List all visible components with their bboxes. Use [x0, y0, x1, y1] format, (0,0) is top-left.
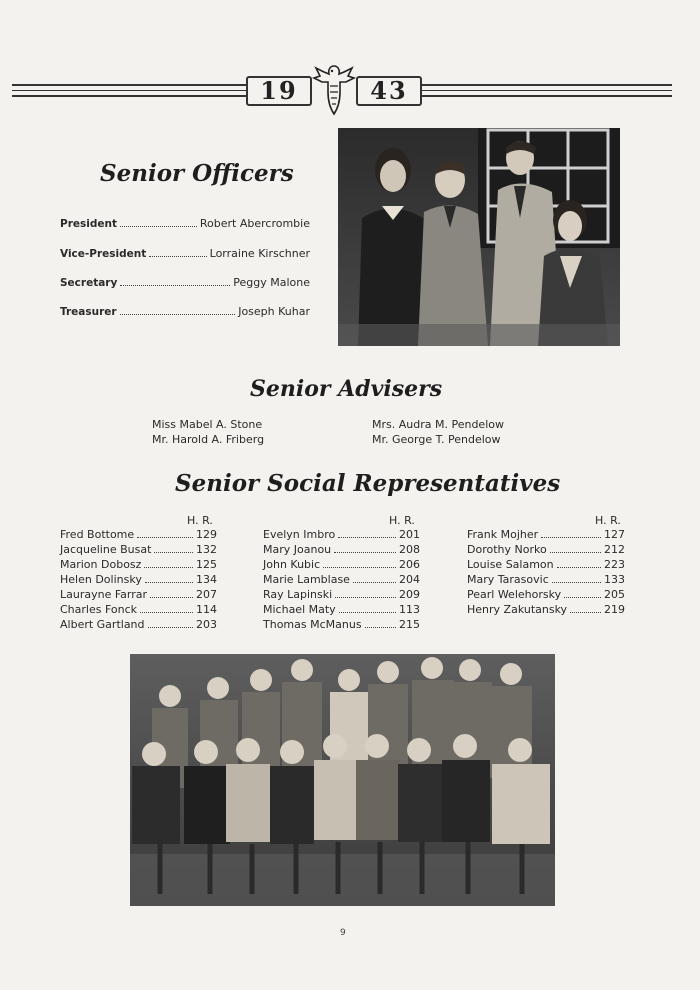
adviser-name: Mrs. Audra M. Pendelow — [372, 418, 504, 431]
rep-row — [467, 588, 625, 603]
year-left: 19 — [246, 76, 312, 106]
rep-row — [263, 528, 420, 543]
rep-row — [467, 528, 625, 543]
rep-hr: 127 — [604, 528, 625, 541]
rep-row — [263, 588, 420, 603]
officer-role: President — [60, 218, 117, 230]
rep-name: Charles Fonck — [60, 603, 138, 616]
officer-role: Treasurer — [60, 306, 117, 318]
rep-hr: 206 — [399, 558, 420, 571]
rep-hr: 203 — [196, 618, 217, 631]
rep-name: Frank Mojher — [467, 528, 539, 541]
page-number: 9 — [340, 928, 346, 938]
rep-row — [263, 618, 420, 633]
rep-hr: 133 — [604, 573, 625, 586]
officer-row — [60, 247, 310, 260]
hr-column-label: H. R. — [187, 514, 213, 527]
rep-hr: 207 — [196, 588, 217, 601]
group-photo — [130, 654, 555, 906]
rep-hr: 205 — [604, 588, 625, 601]
rep-row — [263, 603, 420, 618]
rep-name: Albert Gartland — [60, 618, 145, 631]
rep-row — [60, 543, 217, 558]
reps-column — [60, 528, 217, 633]
rep-name: Thomas McManus — [263, 618, 362, 631]
rep-row — [467, 603, 625, 618]
rep-row — [60, 588, 217, 603]
year-right: 43 — [356, 76, 422, 106]
rep-hr: 134 — [196, 573, 217, 586]
rep-name: Ray Lapinski — [263, 588, 333, 601]
rep-hr: 215 — [399, 618, 420, 631]
officers-heading: Senior Officers — [100, 160, 294, 187]
rep-name: Michael Maty — [263, 603, 336, 616]
rep-name: Louise Salamon — [467, 558, 554, 571]
rep-row — [467, 573, 625, 588]
rep-name: Marion Dobosz — [60, 558, 142, 571]
rep-row — [60, 528, 217, 543]
reps-column — [467, 528, 625, 618]
rep-hr: 204 — [399, 573, 420, 586]
adviser-name: Mr. George T. Pendelow — [372, 433, 501, 446]
rep-row — [60, 573, 217, 588]
adviser-name: Mr. Harold A. Friberg — [152, 433, 265, 446]
rep-name: Pearl Welehorsky — [467, 588, 562, 601]
rep-row — [60, 603, 217, 618]
rep-row — [467, 558, 625, 573]
rep-hr: 209 — [399, 588, 420, 601]
officer-name: Peggy Malone — [233, 276, 310, 289]
officer-name: Robert Abercrombie — [199, 217, 310, 230]
year-banner — [246, 72, 422, 106]
reps-column — [263, 528, 420, 633]
rep-name: Mary Joanou — [263, 543, 332, 556]
rep-hr: 132 — [196, 543, 217, 556]
hr-column-label: H. R. — [595, 514, 621, 527]
rep-hr: 223 — [604, 558, 625, 571]
officer-role: Vice-President — [60, 248, 147, 260]
rep-name: Henry Zakutansky — [467, 603, 568, 616]
adviser-name: Miss Mabel A. Stone — [152, 418, 263, 431]
hr-column-label: H. R. — [389, 514, 415, 527]
rep-name: Helen Dolinsky — [60, 573, 142, 586]
rep-row — [467, 543, 625, 558]
rep-hr: 201 — [399, 528, 420, 541]
rep-name: Jacqueline Busat — [60, 543, 152, 556]
rep-row — [263, 558, 420, 573]
officer-row — [60, 217, 310, 230]
rep-name: Laurayne Farrar — [60, 588, 148, 601]
officer-name: Lorraine Kirschner — [209, 247, 310, 260]
rep-hr: 212 — [604, 543, 625, 556]
rep-name: Dorothy Norko — [467, 543, 547, 556]
rep-name: Evelyn Imbro — [263, 528, 336, 541]
rep-hr: 125 — [196, 558, 217, 571]
rep-name: Marie Lamblase — [263, 573, 350, 586]
rep-row — [263, 573, 420, 588]
rep-hr: 129 — [196, 528, 217, 541]
rep-row — [60, 618, 217, 633]
rep-name: Mary Tarasovic — [467, 573, 549, 586]
rep-hr: 219 — [604, 603, 625, 616]
rep-hr: 208 — [399, 543, 420, 556]
officer-role: Secretary — [60, 277, 118, 289]
rep-hr: 113 — [399, 603, 420, 616]
rep-row — [60, 558, 217, 573]
officer-row — [60, 305, 310, 318]
rep-name: John Kubic — [263, 558, 321, 571]
social-heading: Senior Social Representatives — [175, 470, 561, 497]
eagle-icon — [310, 62, 358, 118]
officer-name: Joseph Kuhar — [238, 305, 310, 318]
officer-row — [60, 276, 310, 289]
rep-hr: 114 — [196, 603, 217, 616]
rep-row — [263, 543, 420, 558]
advisers-heading: Senior Advisers — [250, 376, 443, 402]
rep-name: Fred Bottome — [60, 528, 135, 541]
officers-photo — [338, 128, 620, 346]
